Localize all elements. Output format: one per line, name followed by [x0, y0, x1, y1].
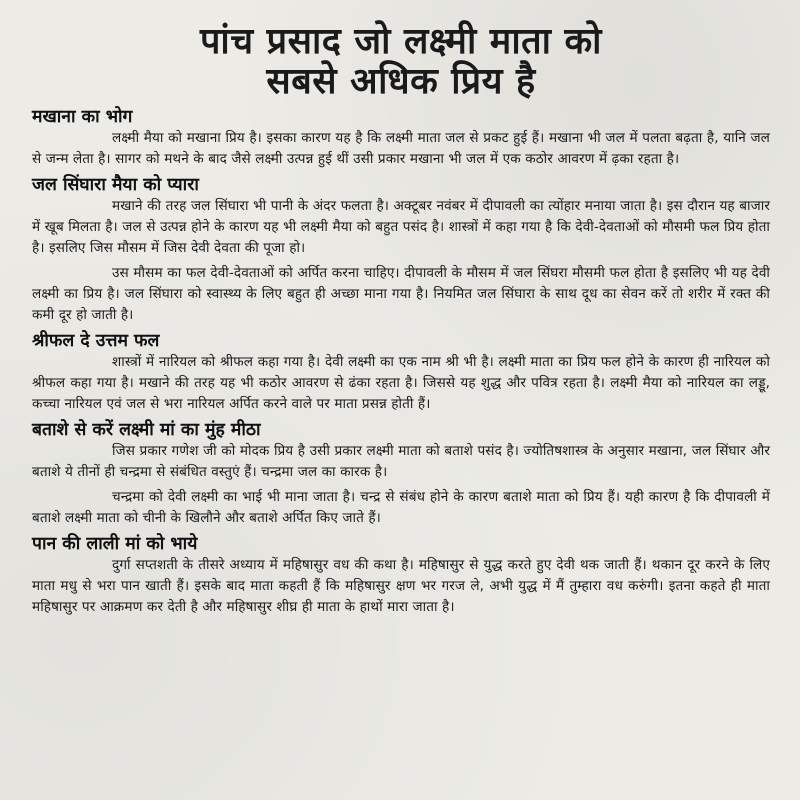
- section-makhana: [32, 106, 770, 170]
- section-batashe: [32, 419, 770, 529]
- section-paan: [32, 533, 770, 618]
- paragraph: लक्ष्मी मैया को मखाना प्रिय है। इसका कारण यह है कि लक्ष्मी माता जल से प्रकट हुई हैं। मखाना भी जल में पलता बढ़ता है, यानि जल से जन्म लेता है। सागर को मथने के बाद जैसे लक्ष्मी उत्पन्न हुई थीं उसी प्रकार मखाना भी जल में एक कठोर आवरण में ढ़का रहता है।: [32, 130, 770, 167]
- section-shriphal: [32, 330, 770, 415]
- paragraph: शास्त्रों में नारियल को श्रीफल कहा गया है। देवी लक्ष्मी का एक नाम श्री भी है। लक्ष्मी माता का प्रिय फल होने के कारण ही नारियल को श्रीफल कहा गया है। मखाने की तरह यह भी कठोर आवरण से ढंका रहता है। जिससे यह शुद्ध और पवित्र रहता है। लक्ष्मी मैया को नारियल का लड्डू, कच्चा नारियल एवं जल से भरा नारियल अर्पित करने वाले पर माता प्रसन्न होती हैं।: [32, 354, 770, 412]
- paragraph: दुर्गा सप्तशती के तीसरे अध्याय में महिषासुर वध की कथा है। महिषासुर से युद्ध करते हुए देवी थक जाती हैं। थकान दूर करने के लिए माता मधु से भरा पान खाती हैं। इसके बाद माता कहती हैं कि महिषासुर क्षण भर गरज ले, अभी युद्ध में मैं तुम्हारा वध करुंगी। इतना कहते ही माता महिषासुर पर आक्रमण कर देती है और महिषासुर शीघ्र ही माता के हाथों मारा जाता है।: [32, 557, 770, 615]
- paragraph: जिस प्रकार गणेश जी को मोदक प्रिय है उसी प्रकार लक्ष्मी माता को बताशे पसंद है। ज्योतिषशास्त्र के अनुसार मखाना, जल सिंघार और बताशे ये तीनों ही चन्द्रमा से संबंधित वस्तुएं हैं। चन्द्रमा जल का कारक है।: [32, 443, 770, 480]
- paragraph: उस मौसम का फल देवी-देवताओं को अर्पित करना चाहिए। दीपावली के मौसम में जल सिंघरा मौसमी फल होता है इसलिए भी यह देवी लक्ष्मी का प्रिय है। जल सिंघारा को स्वास्थ्य के लिए बहुत ही अच्छा माना गया है। नियमित जल सिंघारा के साथ दूध का सेवन करें तो शरीर में रक्त की कमी दूर हो जाती है।: [32, 265, 770, 323]
- section-heading: श्रीफल दे उत्तम फल: [32, 331, 160, 351]
- page-title: [32, 22, 770, 102]
- section-heading: पान की लाली मां को भाये: [32, 534, 198, 554]
- title-line-1: पांच प्रसाद जो लक्ष्मी माता को: [199, 21, 603, 62]
- title-line-2: सबसे अधिक प्रिय है: [266, 61, 536, 102]
- section-jal-singhara: [32, 174, 770, 326]
- section-heading: बताशे से करें लक्ष्मी मां का मुंह मीठा: [32, 420, 261, 440]
- paragraph: चन्द्रमा को देवी लक्ष्मी का भाई भी माना जाता है। चन्द्र से संबंध होने के कारण बताशे माता को प्रिय हैं। यही कारण है कि दीपावली में बताशे लक्ष्मी माता को चीनी के खिलौने और बताशे अर्पित किए जाते हैं।: [32, 489, 770, 526]
- section-heading: जल सिंघारा मैया को प्यारा: [32, 175, 199, 195]
- section-heading: मखाना का भोग: [32, 107, 133, 127]
- paragraph: मखाने की तरह जल सिंघारा भी पानी के अंदर फलता है। अक्टूबर नवंबर में दीपावली का त्योंहार मनाया जाता है। इस दौरान यह बाजार में खूब मिलता है। जल से उत्पन्न होने के कारण यह भी लक्ष्मी मैया को बहुत पसंद है। शास्त्रों में कहा गया है कि देवी-देवताओं को मौसमी फल प्रिय होता है। इसलिए जिस मौसम में जिस देवी देवता की पूजा हो।: [32, 198, 770, 256]
